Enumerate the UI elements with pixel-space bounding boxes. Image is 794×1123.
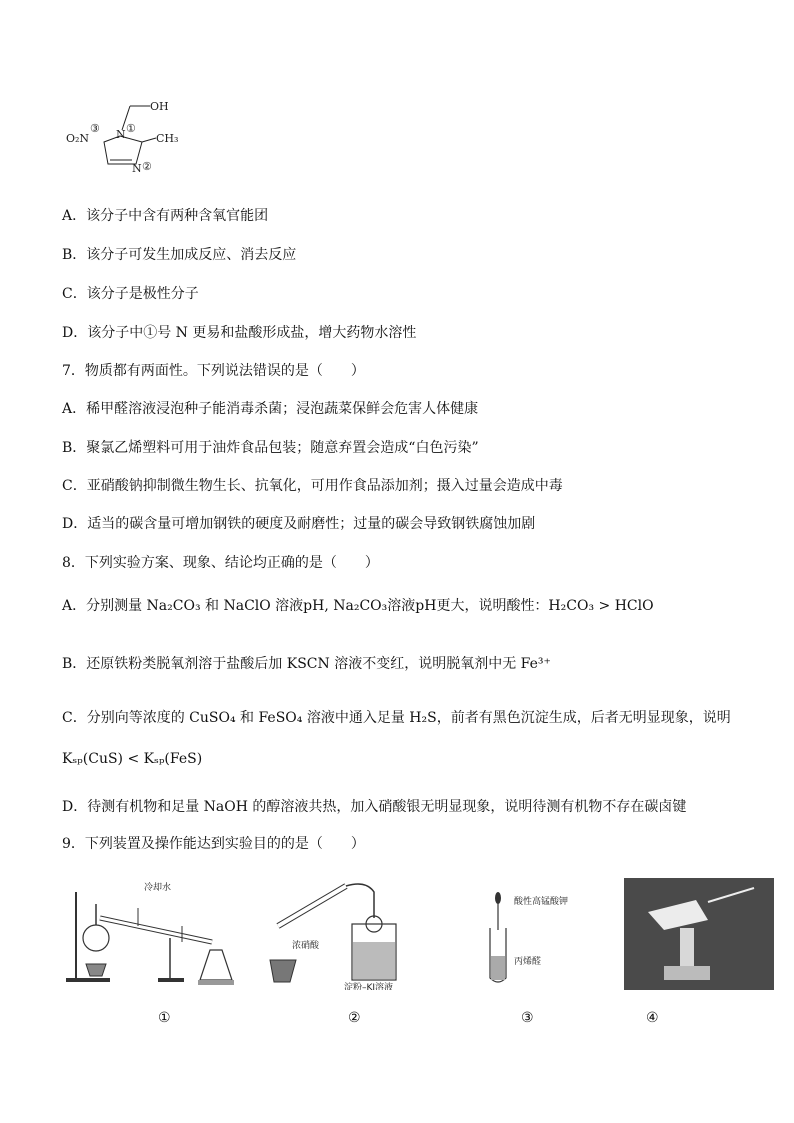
q8-stem: 8．下列实验方案、现象、结论均正确的是（ ） [62, 555, 379, 571]
q6-option-c: C．该分子是极性分子 [62, 286, 199, 302]
figure-3-caption: ③ [521, 1010, 534, 1026]
n1-label: N [116, 128, 126, 141]
figure-1-distillation [62, 878, 262, 990]
oh-label: OH [150, 100, 169, 113]
figure-1-caption: ① [158, 1010, 171, 1026]
q6-option-b: B．该分子可发生加成反应、消去反应 [62, 247, 297, 263]
molecule-diagram [62, 92, 202, 182]
position-2-label: ② [142, 160, 152, 173]
apparatus-figures [62, 878, 732, 990]
q7-option-d: D．适当的碳含量可增加钢铁的硬度及耐磨性；过量的碳会导致钢铁腐蚀加剧 [62, 516, 536, 532]
position-3-label: ③ [90, 122, 100, 135]
fig2-nitric-acid-label: 浓硝酸 [292, 941, 320, 951]
no2-label: O₂N [66, 132, 90, 145]
fig3-kmno4-label: 酸性高锰酸钾 [514, 897, 569, 907]
q8-option-a: A．分别测量 Na₂CO₃ 和 NaClO 溶液pH, Na₂CO₃溶液pH更大，说明酸性：H₂CO₃ > HClO [62, 598, 654, 614]
q9-stem: 9．下列装置及操作能达到实验目的的是（ ） [62, 836, 365, 852]
q7-stem: 7．物质都有两面性。下列说法错误的是（ ） [62, 363, 365, 379]
fig3-acrolein-label: 丙烯醛 [514, 957, 542, 967]
figure-2-caption: ② [348, 1010, 361, 1026]
q6-option-a: A．该分子中含有两种含氧官能团 [62, 208, 269, 224]
q7-option-b: B．聚氯乙烯塑料可用于油炸食品包装；随意弃置会造成“白色污染” [62, 440, 479, 456]
figure-2-nitric-acid [262, 878, 432, 990]
q8-option-d: D．待测有机物和足量 NaOH 的醇溶液共热，加入硝酸银无明显现象，说明待测有机物不存在碳卤键 [62, 799, 687, 815]
n2-label: N [132, 162, 142, 175]
fig1-cooling-water-label: 冷却水 [144, 883, 172, 893]
q7-option-a: A．稀甲醛溶液浸泡种子能消毒杀菌；浸泡蔬菜保鲜会危害人体健康 [62, 401, 479, 417]
ch3-label: CH₃ [156, 132, 179, 145]
position-1-label: ① [126, 122, 136, 135]
q6-option-d: D．该分子中①号 N 更易和盐酸形成盐，增大药物水溶性 [62, 325, 417, 341]
figure-4-photo [624, 878, 774, 990]
figure-4-caption: ④ [646, 1010, 659, 1026]
q8-option-b: B．还原铁粉类脱氧剂溶于盐酸后加 KSCN 溶液不变红，说明脱氧剂中无 Fe³⁺ [62, 656, 551, 672]
fig2-starch-ki-label: 淀粉–KI溶液 [344, 983, 394, 990]
molecule-structure [62, 92, 202, 182]
figure-3-test-tube [482, 878, 602, 990]
q7-option-c: C．亚硝酸钠抑制微生物生长、抗氧化，可用作食品添加剂；摄入过量会造成中毒 [62, 478, 563, 494]
q8-option-c-line1: C．分别向等浓度的 CuSO₄ 和 FeSO₄ 溶液中通入足量 H₂S，前者有黑色沉淀生成，后者无明显现象，说明 [62, 710, 731, 726]
q8-option-c-line2: Kₛₚ(CuS) < Kₛₚ(FeS) [62, 751, 203, 767]
